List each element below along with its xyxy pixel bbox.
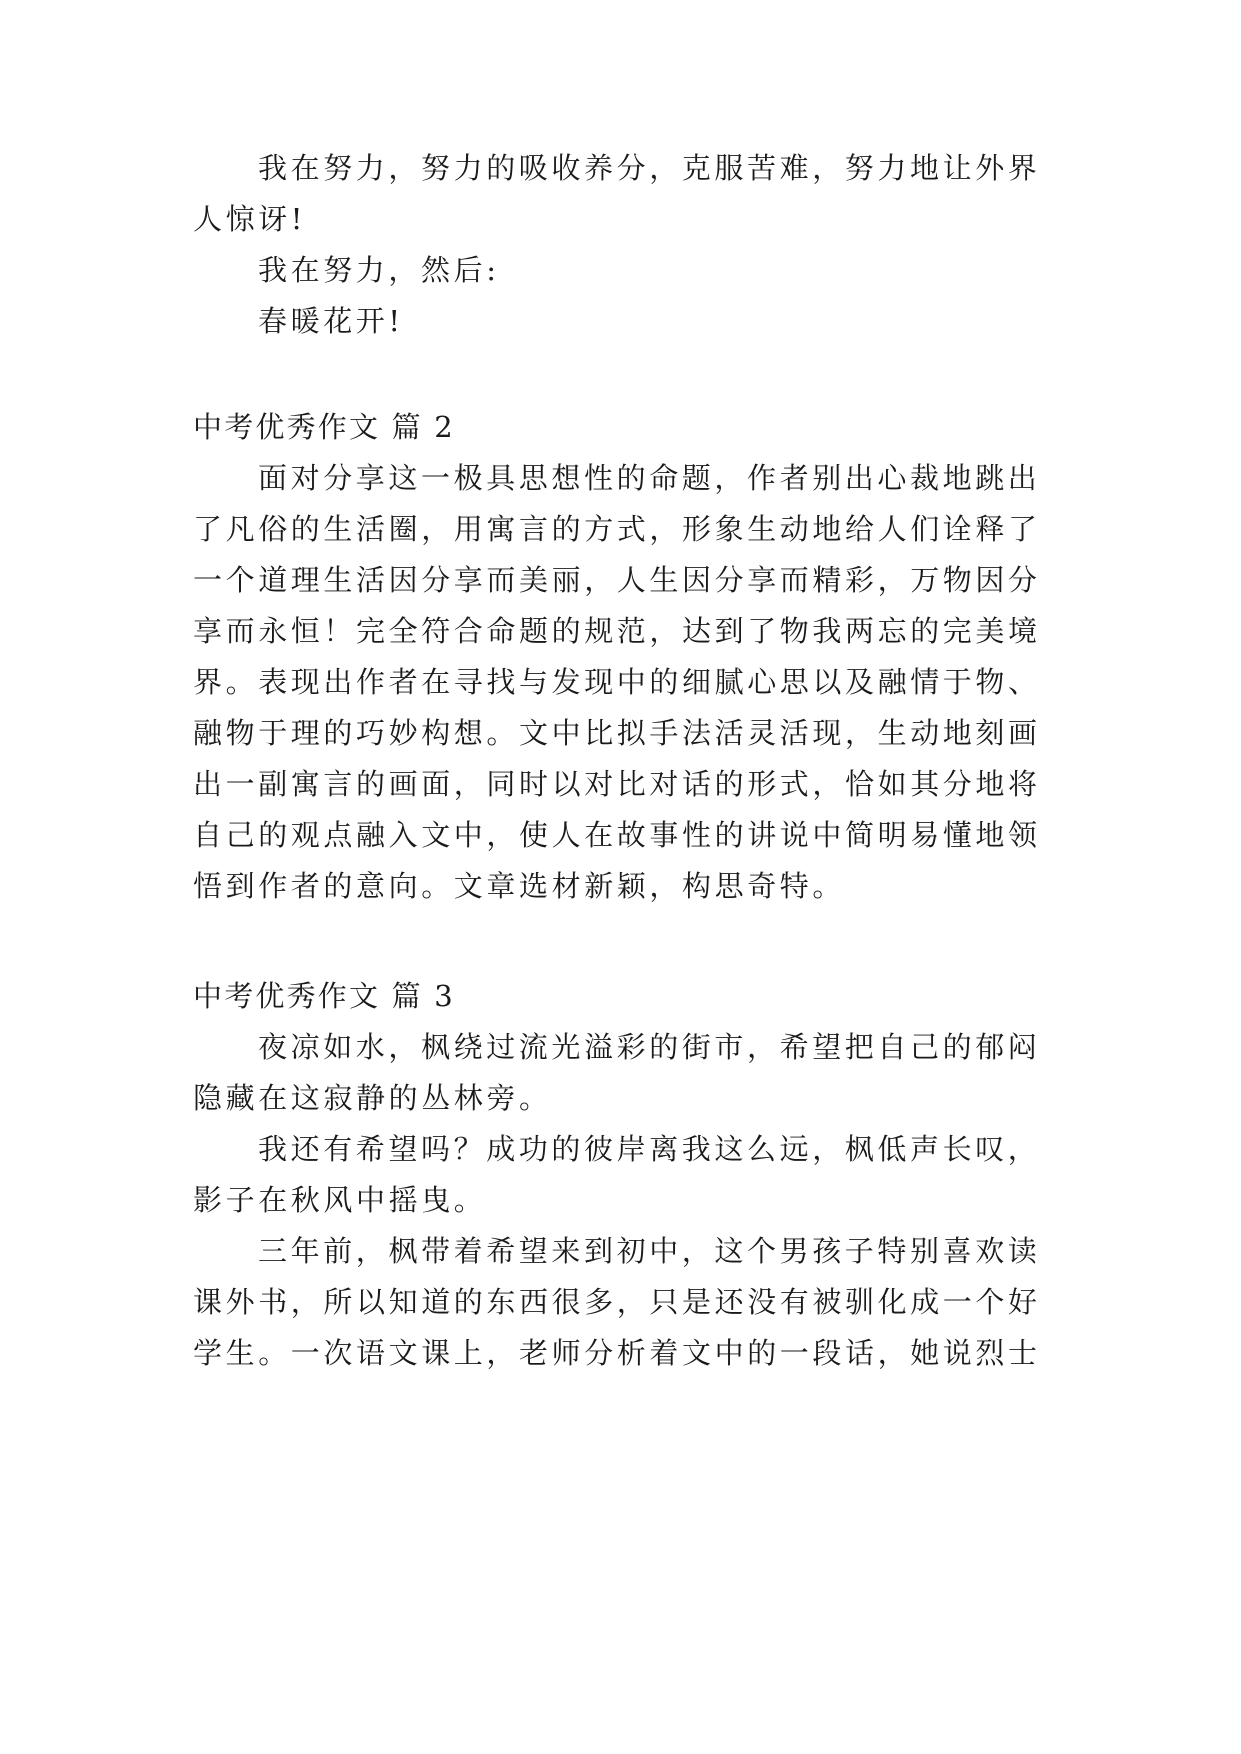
paragraph-line: 学生。一次语文课上，老师分析着文中的一段话，她说烈士 <box>193 1336 1041 1370</box>
section-heading: 中考优秀作文 篇 2 <box>193 410 455 444</box>
paragraph-line: 融物于理的巧妙构想。文中比拟手法活灵活现，生动地刻画 <box>193 716 1041 750</box>
paragraph-line: 隐藏在这寂静的丛林旁。 <box>193 1081 552 1115</box>
paragraph-line: 三年前，枫带着希望来到初中，这个男孩子特别喜欢读 <box>258 1234 1041 1268</box>
paragraph-line: 享而永恒！完全符合命题的规范，达到了物我两忘的完美境 <box>193 614 1041 648</box>
section-heading: 中考优秀作文 篇 3 <box>193 979 455 1013</box>
paragraph-line: 我还有希望吗？成功的彼岸离我这么远，枫低声长叹， <box>258 1132 1041 1166</box>
paragraph-line: 我在努力，努力的吸收养分，克服苦难，努力地让外界 <box>258 151 1041 185</box>
paragraph-line: 春暖花开! <box>258 304 404 338</box>
paragraph-line: 影子在秋风中摇曳。 <box>193 1183 487 1217</box>
paragraph-line: 了凡俗的生活圈，用寓言的方式，形象生动地给人们诠释了 <box>193 512 1041 546</box>
paragraph-line: 我在努力，然后: <box>258 253 500 287</box>
paragraph-line: 界。表现出作者在寻找与发现中的细腻心思以及融情于物、 <box>193 665 1041 699</box>
paragraph-line: 自己的观点融入文中，使人在故事性的讲说中简明易懂地领 <box>193 818 1041 852</box>
paragraph-line: 面对分享这一极具思想性的命题，作者别出心裁地跳出 <box>258 461 1041 495</box>
paragraph-line: 人惊讶! <box>193 202 307 236</box>
paragraph-line: 出一副寓言的画面，同时以对比对话的形式，恰如其分地将 <box>193 767 1041 801</box>
paragraph-line: 夜凉如水，枫绕过流光溢彩的街市，希望把自己的郁闷 <box>258 1030 1041 1064</box>
paragraph-line: 一个道理生活因分享而美丽，人生因分享而精彩，万物因分 <box>193 563 1041 597</box>
paragraph-line: 悟到作者的意向。文章选材新颖，构思奇特。 <box>193 869 846 903</box>
paragraph-line: 课外书，所以知道的东西很多，只是还没有被驯化成一个好 <box>193 1285 1041 1319</box>
